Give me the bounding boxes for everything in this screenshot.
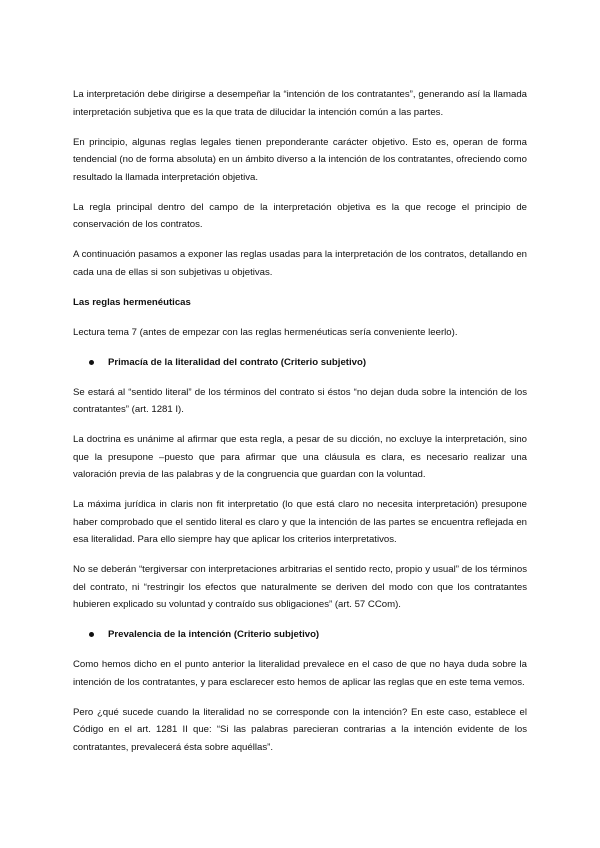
paragraph-tergiversar: No se deberán “tergiversar con interpretaciones arbitrarias el sentido recto, propio y usual” de los términos del contrato, ni “restringir los efectos que naturalmente se deriven del modo con que los contratantes hubieren explicado su voluntad y contraído sus obligaciones” (art. 57 CCom). xyxy=(73,564,527,610)
bullet-icon xyxy=(89,632,94,637)
paragraph-continuacion: A continuación pasamos a exponer las reglas usadas para la interpretación de los contratos, detallando en cada una de ellas si son subjetivas u objetivas. xyxy=(73,249,527,278)
paragraph-maxima: La máxima jurídica in claris non fit interpretatio (lo que está claro no necesita interpretación) presupone haber comprobado que el sentido literal es claro y que la intención de las partes se encuentra reflejada en esa literalidad. Para ello siempre hay que aplicar los criterios interpretativos. xyxy=(73,499,527,545)
bullet-icon xyxy=(89,360,94,365)
bullet-item-intencion xyxy=(89,626,527,644)
section-heading: Las reglas hermenéuticas xyxy=(73,296,191,308)
paragraph-principio: En principio, algunas reglas legales tienen preponderante carácter objetivo. Esto es, operan de forma tendencial (no de forma absoluta) en un ámbito diverso a la intención de los contratantes, ofreciendo como resultado la llamada interpretación objetiva. xyxy=(73,136,527,183)
bullet-title: Prevalencia de la intención (Criterio subjetivo) xyxy=(108,629,320,640)
paragraph-intencion: La interpretación debe dirigirse a desempeñar la “intención de los contratantes”, generando así la llamada interpretación subjetiva que es la que trata de dilucidar la intención común a las partes. xyxy=(73,89,527,118)
paragraph-como-hemos-dicho: Como hemos dicho en el punto anterior la literalidad prevalece en el caso de que no haya duda sobre la intención de los contratantes, y para esclarecer esto hemos de aplicar las reglas que en este tema vemos. xyxy=(73,659,527,688)
bullet-item-literalidad xyxy=(89,354,527,372)
paragraph-sentido-literal: Se estará al “sentido literal” de los términos del contrato si éstos “no dejan duda sobre la intención de los contratantes” (art. 1281 I). xyxy=(73,386,527,415)
bullet-title: Primacía de la literalidad del contrato (Criterio subjetivo) xyxy=(108,356,367,368)
paragraph-doctrina: La doctrina es unánime al afirmar que esta regla, a pesar de su dicción, no excluye la interpretación, sino que la presupone –puesto que para afirmar que una cláusula es clara, es necesario realizar una valoración previa de las palabras y de la congruencia que guardan con la voluntad. xyxy=(73,434,527,480)
paragraph-regla-principal: La regla principal dentro del campo de la interpretación objetiva es la que recoge el principio de conservación de los contratos. xyxy=(73,201,527,230)
paragraph-lectura: Lectura tema 7 (antes de empezar con las reglas hermenéuticas sería conveniente leerlo). xyxy=(73,326,458,338)
paragraph-pero: Pero ¿qué sucede cuando la literalidad no se corresponde con la intención? En este caso, establece el Código en el art. 1281 II que: “Si las palabras parecieran contrarias a la intención evidente de los contratantes, prevalecerá ésta sobre aquéllas”. xyxy=(73,706,527,753)
